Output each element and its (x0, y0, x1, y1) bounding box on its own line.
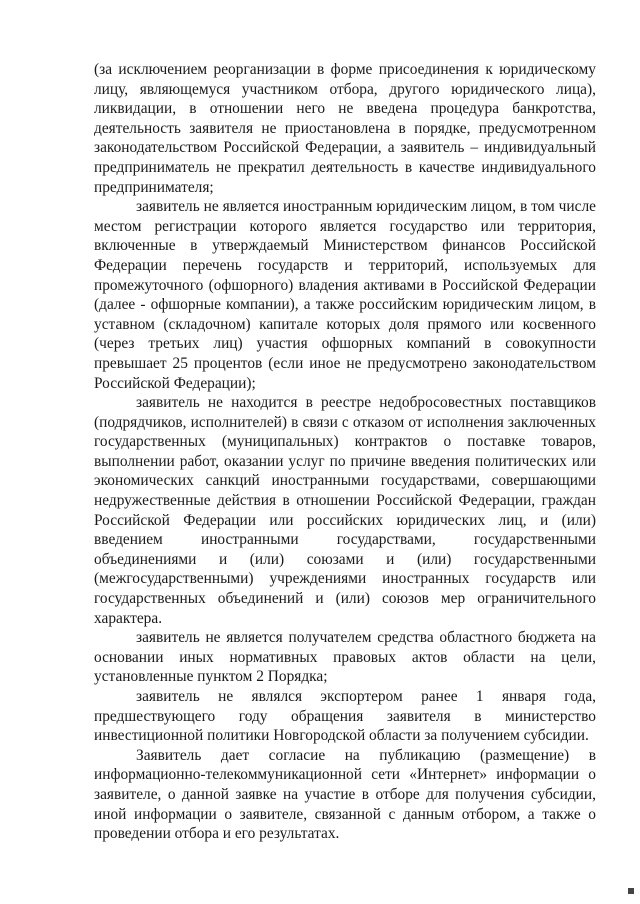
scan-mark (628, 888, 634, 894)
paragraph-continuation: (за исключением реорганизации в форме присоединения к юридическому лицу, являющемуся участником отбора, другого юридического лица), ликвидации, в отношении него не введена процедура банкротства, деятельность заявителя не приостановлена в порядке, предусмотренном законодательством Российской Федерации, а заявитель – индивидуальный предприниматель не прекратил деятельность в качестве индивидуального предпринимателя; (94, 61, 596, 196)
paragraph-consent: Заявитель дает согласие на публикацию (размещение) в информационно-телекоммуникационной сети «Интернет» информации о заявителе, о данной заявке на участие в отборе для получения субсидии, иной информации о заявителе, связанной с данным отбором, а также о проведении отбора и его результатах. (94, 746, 596, 843)
document-body (94, 60, 596, 844)
paragraph-budget: заявитель не является получателем средства областного бюджета на основании иных нормативных правовых актов области на цели, установленные пунктом 2 Порядка; (94, 629, 596, 686)
paragraph-registry: заявитель не находится в реестре недобросовестных поставщиков (подрядчиков, исполнителей) в связи с отказом от исполнения заключенных государственных (муниципальных) контрактов о поставке товаров, выполнении работ, оказании услуг по причине введения политических или экономических санкций иностранными государствами, совершающими недружественные действия в отношении Российской Федерации, граждан Российской Федерации или российских юридических лиц, и (или) введением иностранными государствами, государственными объединениями и (или) союзами и (или) государственными (межгосударственными) учреждениями иностранных государств или государственных объединений и (или) союзов мер ограничительного характера. (94, 394, 596, 627)
paragraph-offshore: заявитель не является иностранным юридическим лицом, в том числе местом регистрации которого является государство или территория, включенные в утверждаемый Министерством финансов Российской Федерации перечень государств и территорий, используемых для промежуточного (офшорного) владения активами в Российской Федерации (далее - офшорные компании), а также российским юридическим лицом, в уставном (складочном) капитале которых доля прямого или косвенного (через третьих лиц) участия офшорных компаний в совокупности превышает 25 процентов (если иное не предусмотрено законодательством Российской Федерации); (94, 198, 596, 392)
paragraph-exporter: заявитель не являлся экспортером ранее 1 января года, предшествующего году обращения заявителя в министерство инвестиционной политики Новгородской области за получением субсидии. (94, 688, 596, 745)
